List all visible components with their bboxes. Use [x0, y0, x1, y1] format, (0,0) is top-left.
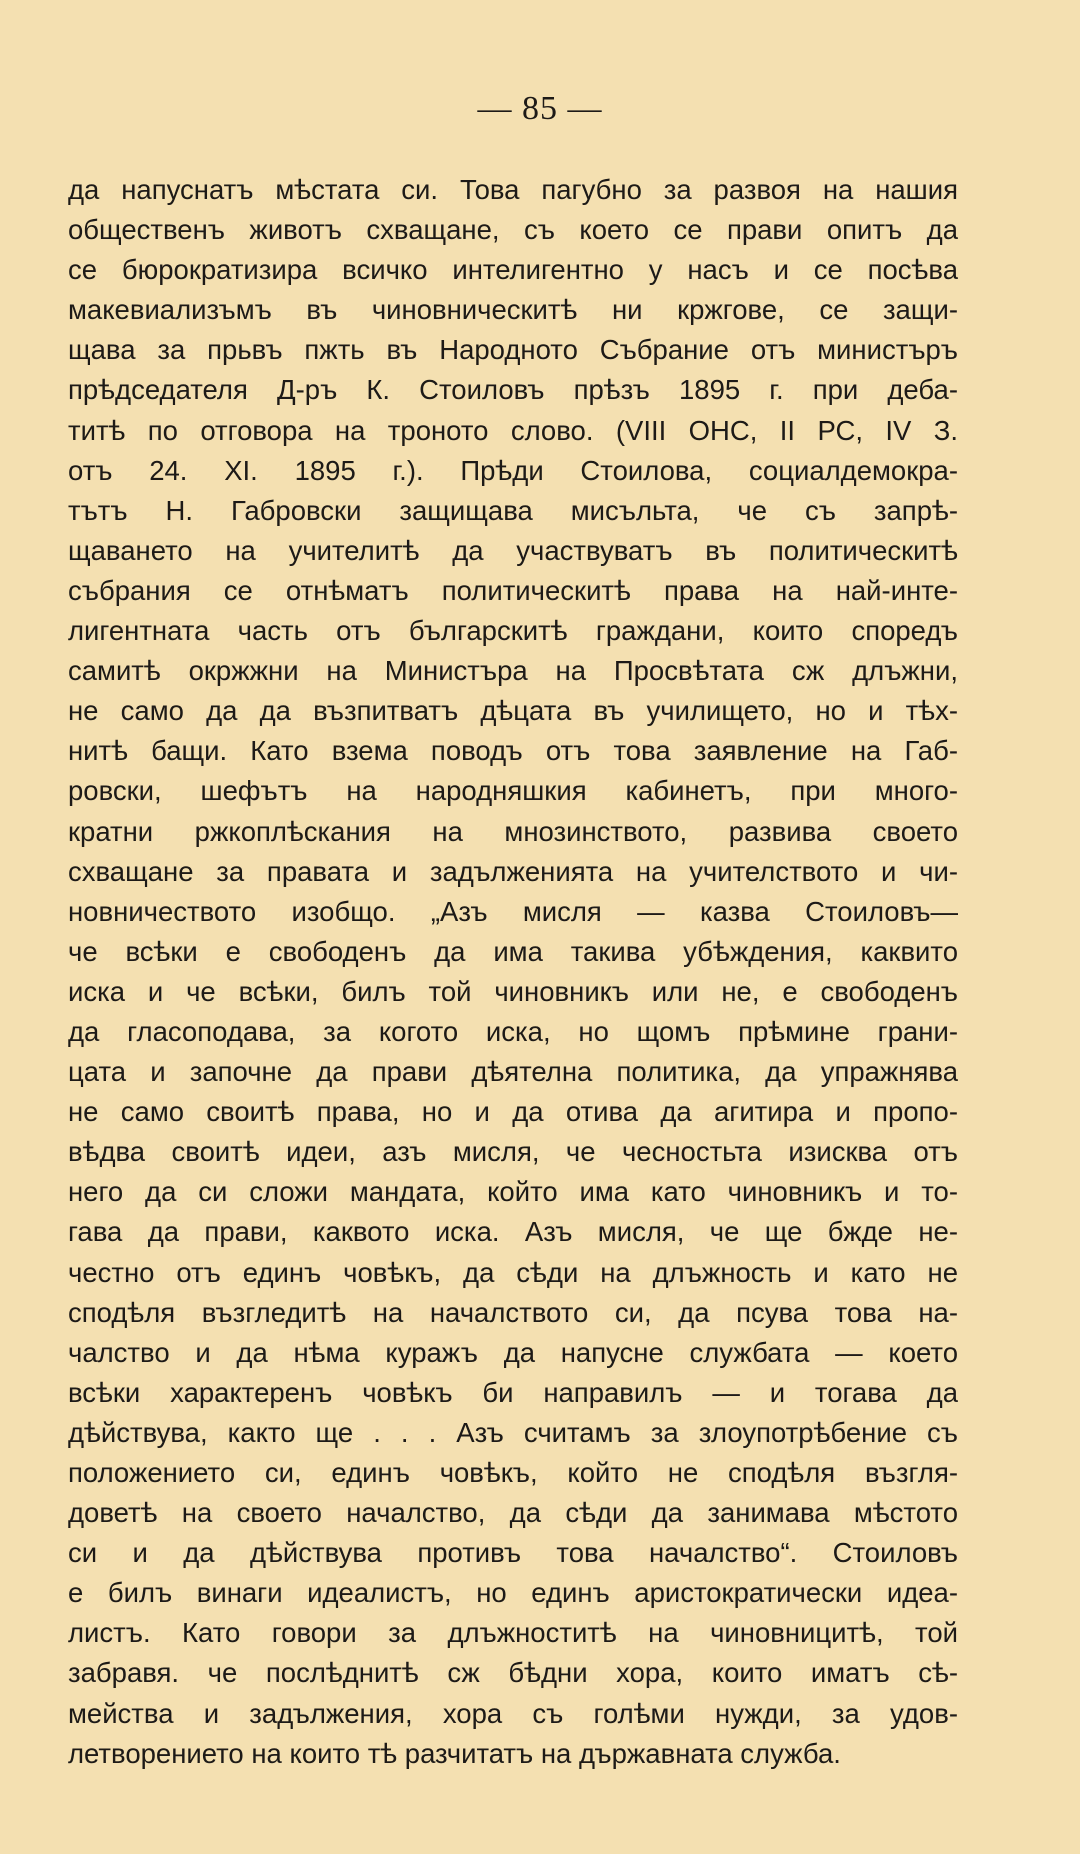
text-line: него да си сложи мандата, който има като чиновникъ и то-	[68, 1176, 958, 1208]
text-line: да гласоподава, за когото иска, но щомъ прѣмине грани-	[68, 1015, 958, 1047]
text-line: новничеството изобщо. „Азъ мисля — казва Стоиловъ—	[68, 895, 958, 927]
text-line: самитѣ окржжни на Министъра на Просвѣтата сж длъжни,	[68, 655, 958, 687]
text-line: щава за прьвъ пжть въ Народното Събрание отъ министъръ	[68, 334, 958, 366]
text-line: чалство и да нѣма куражъ да напусне службата — което	[68, 1336, 958, 1368]
text-line: схващане за правата и задълженията на учителството и чи-	[68, 855, 958, 887]
text-line: макевиализъмъ въ чиновническитѣ ни кржгове, се защи-	[68, 294, 958, 326]
text-line: положението си, единъ човѣкъ, който не сподѣля възгля-	[68, 1457, 958, 1488]
text-line: всѣки характеренъ човѣкъ би направилъ — и тогава да	[68, 1376, 958, 1408]
text-line: лигентната часть отъ българскитѣ граждани, които споредъ	[68, 615, 958, 647]
text-line: да напуснатъ мѣстата си. Това пагубно за развоя на нашия	[68, 174, 958, 205]
text-line: забравя. че послѣднитѣ сж бѣдни хора, които иматъ сѣ-	[68, 1657, 958, 1689]
body-text	[68, 170, 958, 1774]
text-line: честно отъ единъ човѣкъ, да сѣди на длъжность и като не	[68, 1256, 958, 1288]
text-line: прѣдседателя Д-ръ К. Стоиловъ прѣзъ 1895 г. при деба-	[68, 374, 958, 406]
text-line: тътъ Н. Габровски защищава мисъльта, че съ запрѣ-	[68, 494, 958, 526]
text-line: мейства и задължения, хора съ голѣми нужди, за удов-	[68, 1697, 958, 1729]
text-line: иска и че всѣки, билъ той чиновникъ или не, е свободенъ	[68, 975, 958, 1007]
text-line: че всѣки е свободенъ да има такива убѣждения, каквито	[68, 935, 958, 967]
text-line: доветѣ на своето началство, да сѣди да занимава мѣстото	[68, 1497, 958, 1529]
text-line: не само да да възпитватъ дѣцата въ училището, но и тѣх-	[68, 695, 958, 727]
text-line: е билъ винаги идеалистъ, но единъ аристократически идеа-	[68, 1577, 958, 1609]
text-line: вѣдва своитѣ идеи, азъ мисля, че чесностьта изисква отъ	[68, 1136, 958, 1168]
text-line: титѣ по отговора на троното слово. (VIII ОНС, II РС, IV З.	[68, 414, 958, 446]
text-line: си и да дѣйствува противъ това началство“. Стоиловъ	[68, 1537, 958, 1569]
text-line: отъ 24. XI. 1895 г.). Прѣди Стоилова, социалдемокра-	[68, 454, 958, 486]
text-line: гава да прави, каквото иска. Азъ мисля, че ще бжде не-	[68, 1216, 958, 1248]
text-line: летворението на които тѣ разчитатъ на държавната служба.	[68, 1737, 841, 1769]
text-line: не само своитѣ права, но и да отива да агитира и пропо-	[68, 1096, 958, 1128]
text-line: дѣйствува, както ще . . . Азъ считамъ за злоупотрѣбение съ	[68, 1416, 958, 1448]
text-line: сподѣля възгледитѣ на началството си, да псува това на-	[68, 1296, 958, 1328]
text-line: събрания се отнѣматъ политическитѣ права на най-инте-	[68, 574, 958, 606]
text-line: ровски, шефътъ на народняшкия кабинетъ, при много-	[68, 775, 958, 807]
text-line: цата и започне да прави дѣятелна политика, да упражнява	[68, 1056, 958, 1088]
text-line: нитѣ бащи. Като взема поводъ отъ това заявление на Габ-	[68, 735, 958, 767]
text-line: кратни ржкоплѣскания на мнозинството, развива своето	[68, 815, 958, 847]
text-line: се бюрократизира всичко интелигентно у насъ и се посѣва	[68, 254, 958, 286]
page-number: — 85 —	[477, 90, 603, 127]
text-line: общественъ животъ схващане, съ което се прави опитъ да	[68, 214, 958, 246]
text-line: щаването на учителитѣ да участвуватъ въ политическитѣ	[68, 534, 958, 566]
text-line: листъ. Като говори за длъжноститѣ на чиновницитѣ, той	[68, 1617, 958, 1649]
